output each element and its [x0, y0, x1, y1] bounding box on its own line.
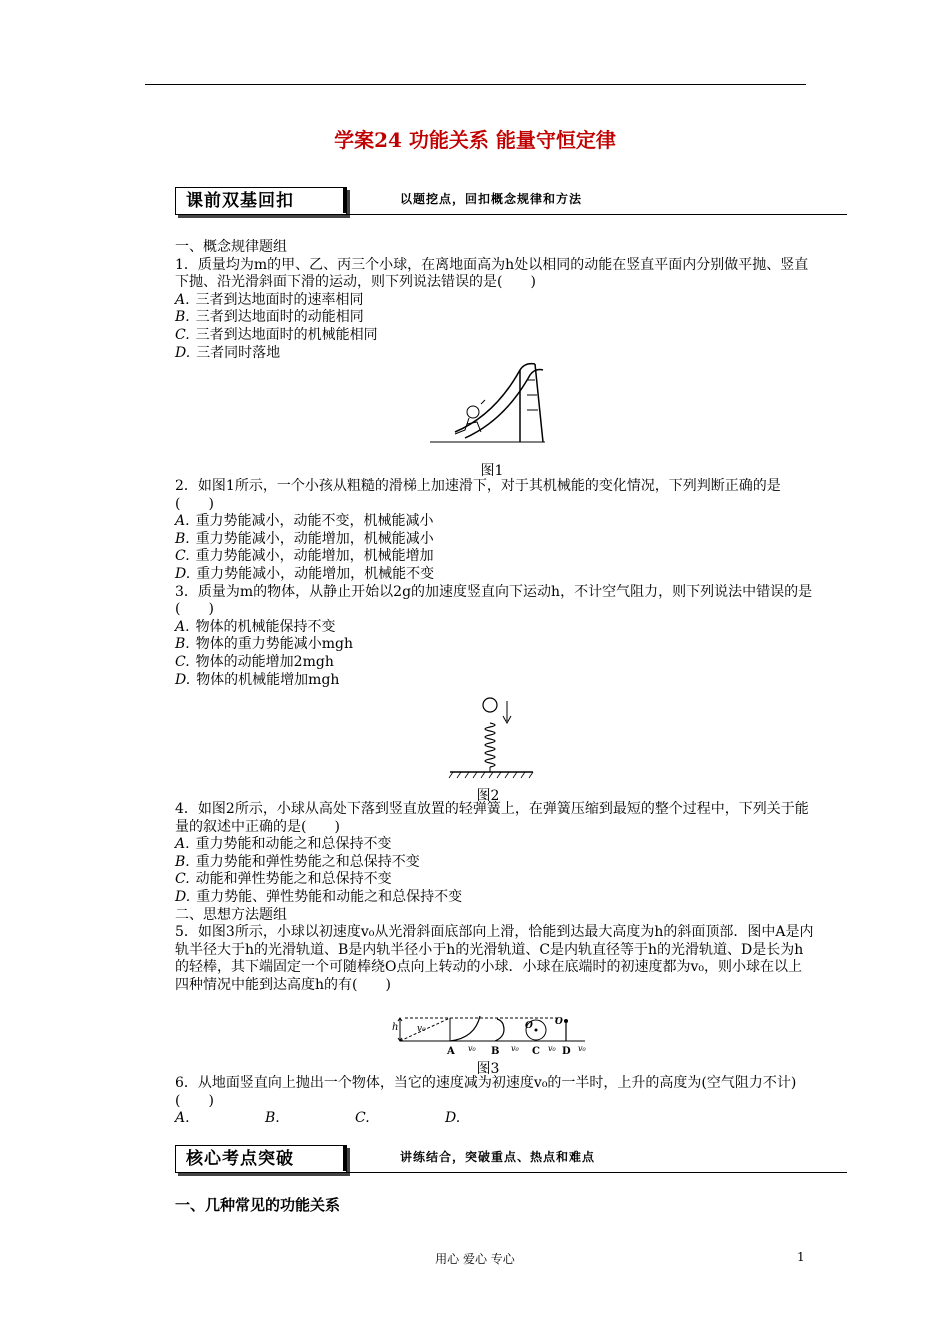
question-stem: 4．如图2所示，小球从高处下落到竖直放置的轻弹簧上，在弹簧压缩到最短的整个过程中，下列关于能量的叙述中正确的是( ) [175, 801, 809, 835]
option: C. 重力势能减小，动能增加，机械能增加 [175, 548, 434, 565]
label-D: D [562, 1046, 571, 1057]
banner-label: 核心考点突破 [175, 1145, 347, 1173]
figure-caption: 图3 [476, 1061, 500, 1077]
label-C: C [532, 1046, 540, 1057]
option: D. 重力势能减小，动能增加，机械能不变 [175, 565, 435, 582]
banner-label: 课前双基回扣 [175, 187, 347, 215]
page-number: 1 [797, 1250, 805, 1264]
banner-review [175, 187, 847, 217]
question-stem: 6．从地面竖直向上抛出一个物体，当它的速度减为初速度v₀的一半时，上升的高度为(空气阻力不计)( ) [175, 1075, 797, 1109]
option: C. 物体的动能增加2mgh [175, 653, 334, 670]
spring-figure [445, 693, 540, 783]
option: C. 三者到达地面时的机械能相同 [175, 326, 378, 343]
figure-caption: 图1 [480, 463, 504, 479]
section-heading: 一、几种常见的功能关系 [175, 1196, 341, 1214]
label-A: A [447, 1046, 455, 1057]
option: A. 重力势能减小，动能不变，机械能减小 [175, 513, 434, 530]
question-block-1 [175, 239, 815, 362]
option: D. 物体的机械能增加mgh [175, 671, 340, 688]
label-O: O [525, 1021, 533, 1031]
question-block-2 [175, 478, 815, 689]
banner-core [175, 1145, 847, 1175]
svg-text:v₀: v₀ [468, 1044, 476, 1053]
option-row: A. B. C. D. [175, 1110, 461, 1127]
top-rule [145, 84, 806, 85]
page-title: 学案24 功能关系 能量守恒定律 [334, 128, 616, 152]
option: C. 动能和弹性势能之和总保持不变 [175, 871, 392, 888]
option: A. 重力势能和动能之和总保持不变 [175, 836, 392, 853]
option: D. 重力势能、弹性势能和动能之和总保持不变 [175, 888, 463, 905]
question-block-4 [175, 1075, 815, 1128]
label-h: h [392, 1022, 399, 1033]
question-block-3 [175, 801, 815, 995]
banner-subtitle: 以题挖点，回扣概念规律和方法 [400, 192, 583, 206]
svg-text:v₀: v₀ [578, 1044, 586, 1053]
group-heading: 一、概念规律题组 [175, 239, 287, 255]
option: B. 重力势能和弹性势能之和总保持不变 [175, 853, 420, 870]
option: B. 重力势能减小，动能增加，机械能减小 [175, 530, 434, 547]
option: B. 物体的重力势能减小mgh [175, 636, 354, 653]
option: A. 三者到达地面时的速率相同 [175, 291, 364, 308]
group-heading: 二、思想方法题组 [175, 906, 287, 923]
question-stem: 5．如图3所示，小球以初速度v₀从光滑斜面底部向上滑，恰能到达最大高度为h的斜面顶部．图中A是内轨半径大于h的光滑轨道、B是内轨半径小于h的光滑轨道、C是内轨直径等于h的光滑轨道、D是长为h的轻棒，其下端固定一个可随棒绕O点向上转动的小球．小球在底端时的初速度都为v₀，则小球在以上四种情况中能到达高度h的有( ) [175, 924, 814, 993]
footer: 用心 爱心 专心 [435, 1252, 515, 1266]
figure-caption: 图2 [476, 788, 500, 804]
label-B: B [491, 1046, 500, 1057]
question-stem: 3．质量为m的物体，从静止开始以2g的加速度竖直向下运动h，不计空气阻力，则下列说法中错误的是( ) [175, 583, 813, 618]
option: D. 三者同时落地 [175, 344, 281, 361]
track-figure [385, 1006, 595, 1060]
option: B. 三者到达地面时的动能相同 [175, 309, 364, 326]
slide-figure [425, 360, 550, 455]
question-stem: 1．质量均为m的甲、乙、丙三个小球，在离地面高为h处以相同的动能在竖直平面内分别做平抛、竖直下抛、沿光滑斜面下滑的运动，则下列说法错误的是( ) [175, 256, 809, 291]
banner-subtitle: 讲练结合，突破重点、热点和难点 [400, 1150, 596, 1164]
svg-text:v₀: v₀ [548, 1044, 556, 1053]
svg-text:v₀: v₀ [511, 1044, 519, 1053]
question-stem: 2．如图1所示，一个小孩从粗糙的滑梯上加速滑下，对于其机械能的变化情况，下列判断正确的是( ) [175, 478, 781, 512]
option: A. 物体的机械能保持不变 [175, 618, 336, 635]
label-O: O [555, 1017, 563, 1027]
label-v0: v₀ [417, 1024, 426, 1034]
